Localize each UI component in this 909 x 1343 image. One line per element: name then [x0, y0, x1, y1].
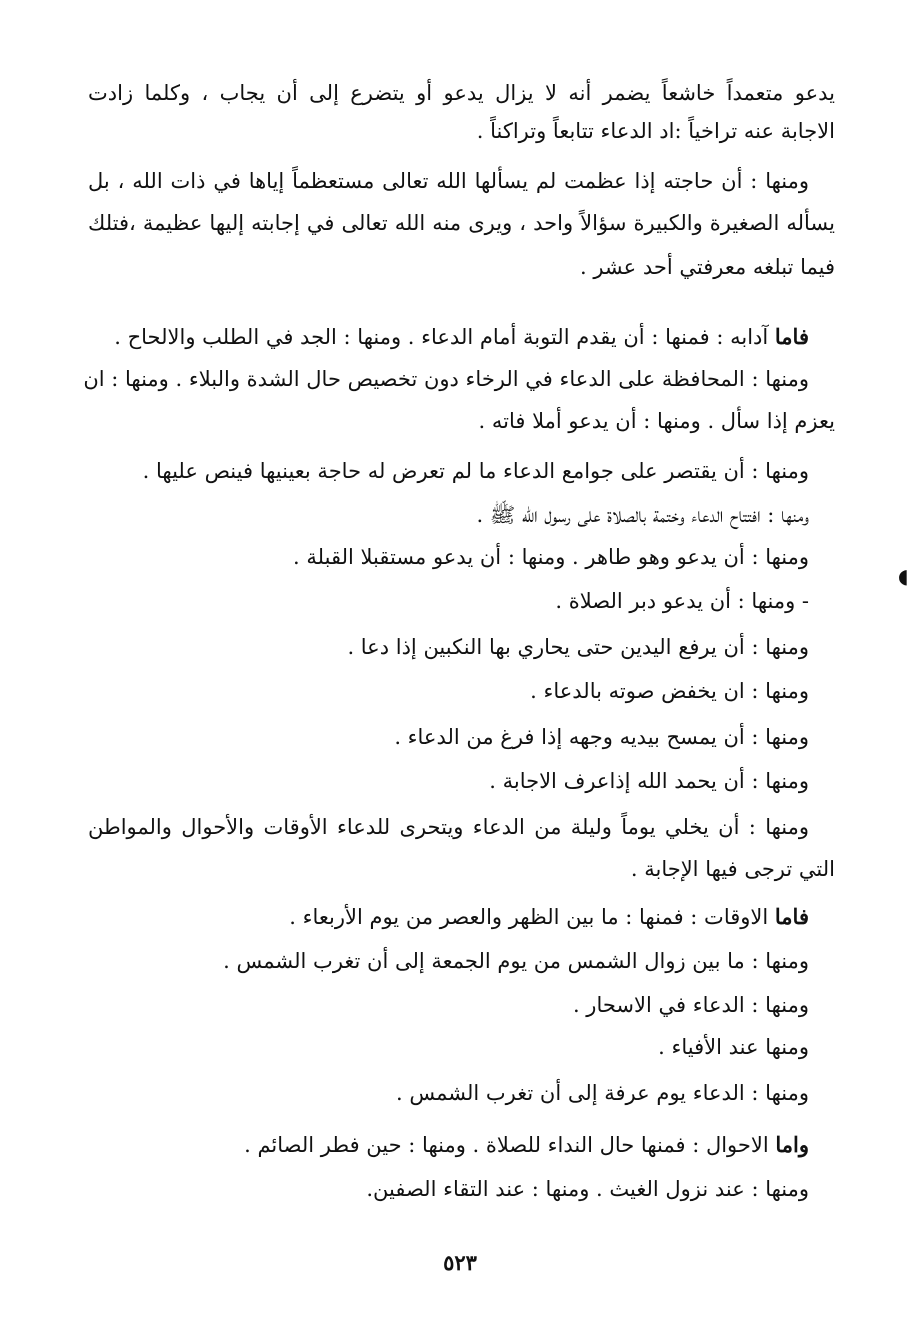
- text-line: ومنها : أن يحمد الله إذاعرف الاجابة .: [489, 769, 809, 793]
- text-line: يدعو متعمداً خاشعاً يضمر أنه لا يزال يدعو أو يتضرع إلى أن يجاب ، وكلما زادت: [88, 81, 835, 105]
- text-line: ومنها : افتتاح الدعاء وختمة بالصلاة على رسول الله ﷺ .: [476, 503, 809, 527]
- text-line: ومنها عند الأفياء .: [658, 1035, 809, 1059]
- text-line: ومنها : الدعاء في الاسحار .: [572, 993, 809, 1017]
- text-line: ومنها : ما بين زوال الشمس من يوم الجمعة إلى أن تغرب الشمس .: [223, 949, 809, 973]
- text-line: ومنها : أن يمسح بيديه وجهه إذا فرغ من الدعاء .: [394, 725, 809, 749]
- text-line: ومنها : أن يرفع اليدين حتى يحاري بها النكبين إذا دعا .: [347, 635, 809, 659]
- bold-prefix: فاما: [774, 324, 809, 349]
- text-line: ومنها : الدعاء يوم عرفة إلى أن تغرب الشمس .: [395, 1081, 809, 1105]
- text-line: ومنها : عند نزول الغيث . ومنها : عند التقاء الصفين.: [366, 1177, 809, 1201]
- text-line: ومنها : أن يدعو وهو طاهر . ومنها : أن يدعو مستقبلا القبلة .: [293, 545, 809, 569]
- text-line: يسأله الصغيرة والكبيرة سؤالاً واحد ، ويرى منه الله تعالى في إجابته إليها عظيمة ،فتلك: [88, 211, 835, 235]
- section-heading-ahwal: [244, 1130, 809, 1160]
- page-number: ٥٢٣: [443, 1250, 477, 1275]
- text-line: - ومنها : أن يدعو دبر الصلاة .: [555, 589, 809, 613]
- bold-prefix: فاما: [774, 904, 809, 929]
- margin-mark: ◖: [898, 564, 909, 588]
- text-line: ومنها : أن يقتصر على جوامع الدعاء ما لم تعرض له حاجة بعينيها فينص عليها .: [142, 459, 809, 483]
- text-line: يعزم إذا سأل . ومنها : أن يدعو أملا فاته .: [478, 409, 835, 433]
- text-line: التي ترجى فيها الإجابة .: [630, 857, 835, 881]
- section-text: آدابه : فمنها : أن يقدم التوبة أمام الدعاء . ومنها : الجد في الطلب والالحاح .: [114, 325, 769, 349]
- text-line: فيما تبلغه معرفتي أحد عشر .: [579, 255, 835, 279]
- text-line: ومنها : المحافظة على الدعاء في الرخاء دون تخصيص حال الشدة والبلاء . ومنها : ان: [83, 367, 809, 391]
- section-text: الاحوال : فمنها حال النداء للصلاة . ومنها : حين فطر الصائم .: [244, 1133, 769, 1157]
- text-line: ومنها : أن يخلي يوماً وليلة من الدعاء ويتحرى للدعاء الأوقات والأحوال والمواطن: [88, 815, 809, 839]
- text-line: ومنها : أن حاجته إذا عظمت لم يسألها الله تعالى مستعظماً إياها في ذات الله ، بل: [88, 169, 809, 193]
- bold-prefix: واما: [775, 1132, 809, 1157]
- text-line: الاجابة عنه تراخياً :اد الدعاء تتابعاً وتراكناً .: [476, 119, 835, 143]
- section-text: الاوقات : فمنها : ما بين الظهر والعصر من يوم الأربعاء .: [289, 905, 769, 929]
- section-heading-adab: [114, 322, 809, 352]
- text-line: ومنها : ان يخفض صوته بالدعاء .: [530, 679, 809, 703]
- section-heading-awqat: [289, 902, 809, 932]
